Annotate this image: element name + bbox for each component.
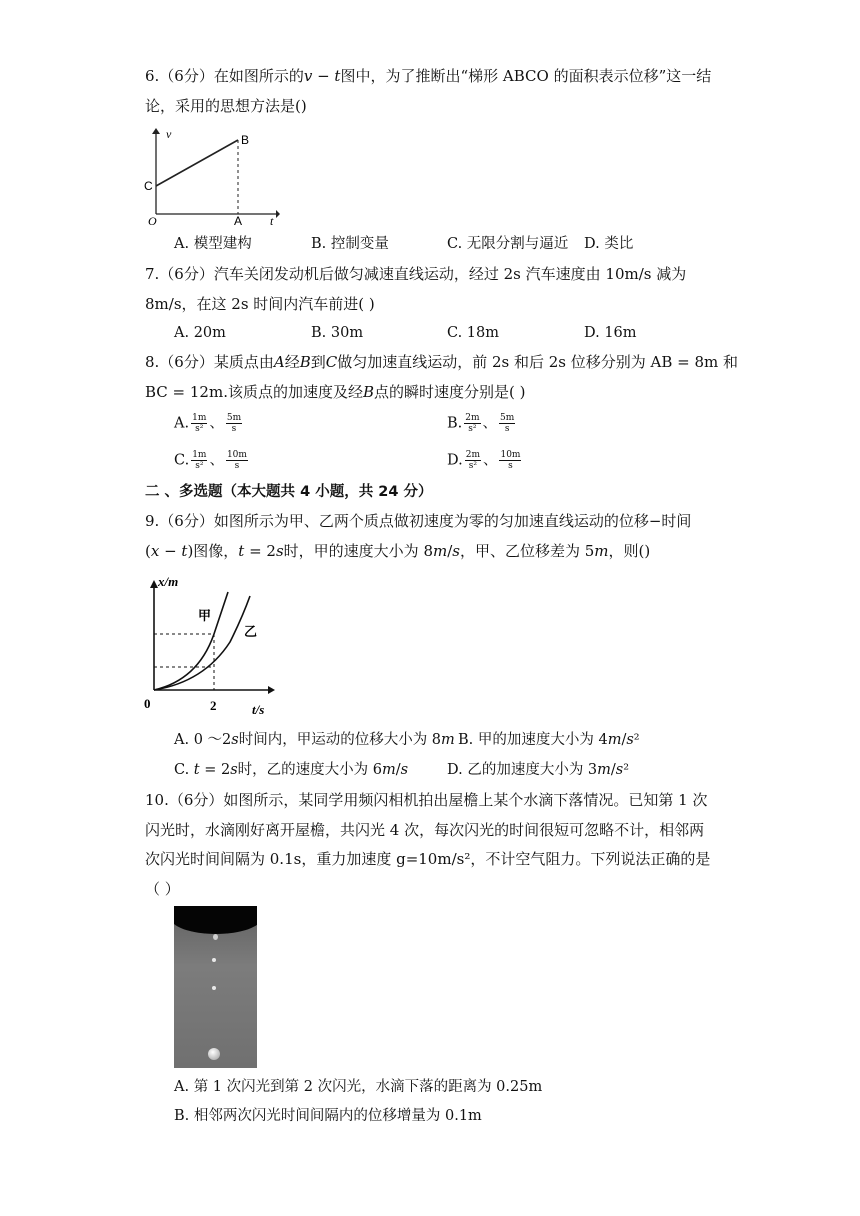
frac-numerator: 1m: [192, 413, 207, 423]
q9-option-d[interactable]: D. 乙的加速度大小为 3𝑚/𝑠²: [447, 762, 630, 778]
q6-c-label: C: [144, 179, 153, 193]
q6-vt-line: [156, 140, 238, 186]
q9-origin-label: 0: [144, 696, 151, 711]
frac-numerator: 10m: [500, 450, 521, 460]
q9-option-b[interactable]: B. 甲的加速度大小为 4𝑚/𝑠²: [458, 732, 640, 748]
frac-numerator: 1m: [192, 450, 207, 460]
q9-option-c[interactable]: C. 𝑡 = 2𝑠时，乙的速度大小为 6𝑚/𝑠: [174, 762, 409, 778]
q8-option-a-accel: [191, 413, 207, 434]
frac-denominator: s²: [468, 424, 477, 434]
frac-denominator: s²: [468, 461, 477, 471]
q8-option-b-speed: [499, 413, 515, 434]
q10-stem-line4: （ ）: [145, 880, 180, 898]
q8-stem-line1: 8.（6分）某质点由𝐴经𝐵到𝐶做匀加速直线运动，前 2s 和后 2s 位移分别为 AB = 8m 和: [145, 353, 739, 371]
frac-numerator: 10m: [226, 450, 247, 460]
separator: 、: [209, 452, 224, 469]
q6-stem-line1: 6.（6分）在如图所示的𝑣 − 𝑡图中，为了推断出“梯形 ABCO 的面积表示位移”这一结: [145, 67, 712, 85]
q8-option-d-accel: [465, 450, 481, 471]
q9-stem-line1: 9.（6分）如图所示为甲、乙两个质点做初速度为零的匀加速直线运动的位移−时间: [145, 512, 692, 530]
q8-option-d[interactable]: [447, 450, 523, 471]
q9-jia-label: 甲: [198, 609, 212, 624]
q10-stem-line2: 闪光时，水滴刚好离开屋檐，共闪光 4 次，每次闪光的时间很短可忽略不计，相邻两: [145, 821, 705, 839]
q9-tick-2-label: 2: [210, 698, 217, 713]
q8-option-a-speed: [226, 413, 242, 434]
q10-stem-line3: 次闪光时间间隔为 0.1s，重力加速度 g=10m/s²，不计空气阻力。下列说法正确的是: [145, 850, 711, 868]
q8-option-c-accel: [191, 450, 207, 471]
q10-option-a[interactable]: A. 第 1 次闪光到第 2 次闪光，水滴下落的距离为 0.25m: [174, 1079, 543, 1095]
q8-option-a-label: A.: [174, 415, 190, 432]
q8-option-c-speed: [226, 450, 248, 471]
q7-option-a[interactable]: A. 20m: [174, 325, 226, 341]
frac-numerator: 5m: [500, 413, 515, 423]
separator: 、: [482, 452, 498, 469]
q10-stem-line1: 10.（6分）如图所示，某同学用频闪相机拍出屋檐上某个水滴下落情况。已知第 1 次: [145, 791, 708, 809]
q9-yi-label: 乙: [244, 625, 258, 640]
frac-denominator: s: [508, 461, 513, 471]
q6-option-d[interactable]: D. 类比: [584, 236, 634, 252]
separator: 、: [209, 415, 224, 432]
q8-option-c[interactable]: [174, 450, 250, 471]
q6-t-arrow: [276, 210, 280, 218]
q8-option-b-label: B.: [447, 415, 463, 432]
frac-denominator: s²: [195, 461, 204, 471]
q8-option-b[interactable]: [447, 413, 517, 434]
q6-stem-line2: 论，采用的思想方法是(): [145, 97, 307, 115]
q6-v-label: v: [166, 127, 172, 141]
q10-drop-3: [212, 986, 216, 990]
q8-option-b-accel: [464, 413, 480, 434]
q9-option-a[interactable]: A. 0 ～2𝑠时间内，甲运动的位移大小为 8𝑚: [174, 732, 455, 748]
q10-option-b[interactable]: B. 相邻两次闪光时间间隔内的位移增量为 0.1m: [174, 1108, 482, 1124]
q8-stem-line2: BC = 12m.该质点的加速度及经𝐵点的瞬时速度分别是( ): [145, 383, 526, 401]
q10-eave: [174, 906, 257, 934]
q7-option-b[interactable]: B. 30m: [311, 325, 364, 341]
section-heading-multiple-choice: 二 、多选题（本大题共 4 小题，共 24 分）: [145, 484, 433, 500]
frac-denominator: s: [234, 461, 240, 471]
q8-option-d-speed: [499, 450, 521, 471]
q9-curve-jia: [154, 592, 228, 690]
q6-t-label: t: [270, 214, 274, 226]
q10-drop-2: [212, 958, 216, 962]
frac-denominator: s: [504, 424, 510, 434]
q6-option-b[interactable]: B. 控制变量: [311, 236, 389, 252]
q8-option-a[interactable]: [174, 413, 244, 434]
frac-denominator: s: [231, 424, 237, 434]
q6-o-label: O: [148, 214, 157, 226]
q7-option-c[interactable]: C. 18m: [447, 325, 499, 341]
separator: 、: [482, 415, 498, 432]
q9-x-label: x/m: [158, 574, 179, 589]
frac-numerator: 2m: [465, 413, 480, 423]
q9-t-label: t/s: [252, 702, 265, 717]
q9-xt-graph: [140, 572, 280, 720]
q9-x-arrow: [150, 580, 158, 588]
q7-stem-line1: 7.（6分）汽车关闭发动机后做匀减速直线运动，经过 2s 汽车速度由 10m/s 减为: [145, 265, 687, 283]
q6-v-arrow: [152, 128, 160, 134]
frac-numerator: 2m: [465, 450, 480, 460]
q9-stem-line2: (𝑥 − 𝑡)图像，𝑡 = 2𝑠时，甲的速度大小为 8𝑚/𝑠，甲、乙位移差为 5𝑚，则(): [145, 542, 651, 560]
q8-option-d-label: D.: [447, 452, 463, 469]
q7-option-d[interactable]: D. 16m: [584, 325, 637, 341]
q6-a-label: A: [234, 214, 243, 226]
q6-option-c[interactable]: C. 无限分割与逼近: [447, 236, 569, 252]
q10-drop-4: [208, 1048, 220, 1060]
q6-vt-graph: [140, 126, 280, 226]
q9-t-arrow: [268, 686, 275, 694]
q10-waterdrop-photo: [174, 906, 257, 1068]
q6-option-a[interactable]: A. 模型建构: [174, 236, 252, 252]
q8-option-c-label: C.: [174, 452, 190, 469]
q10-drop-1: [213, 934, 218, 940]
frac-denominator: s²: [195, 424, 204, 434]
q7-stem-line2: 8m/s，在这 2s 时间内汽车前进( ): [145, 295, 375, 313]
frac-numerator: 5m: [226, 413, 242, 423]
q6-b-label: B: [241, 133, 250, 147]
